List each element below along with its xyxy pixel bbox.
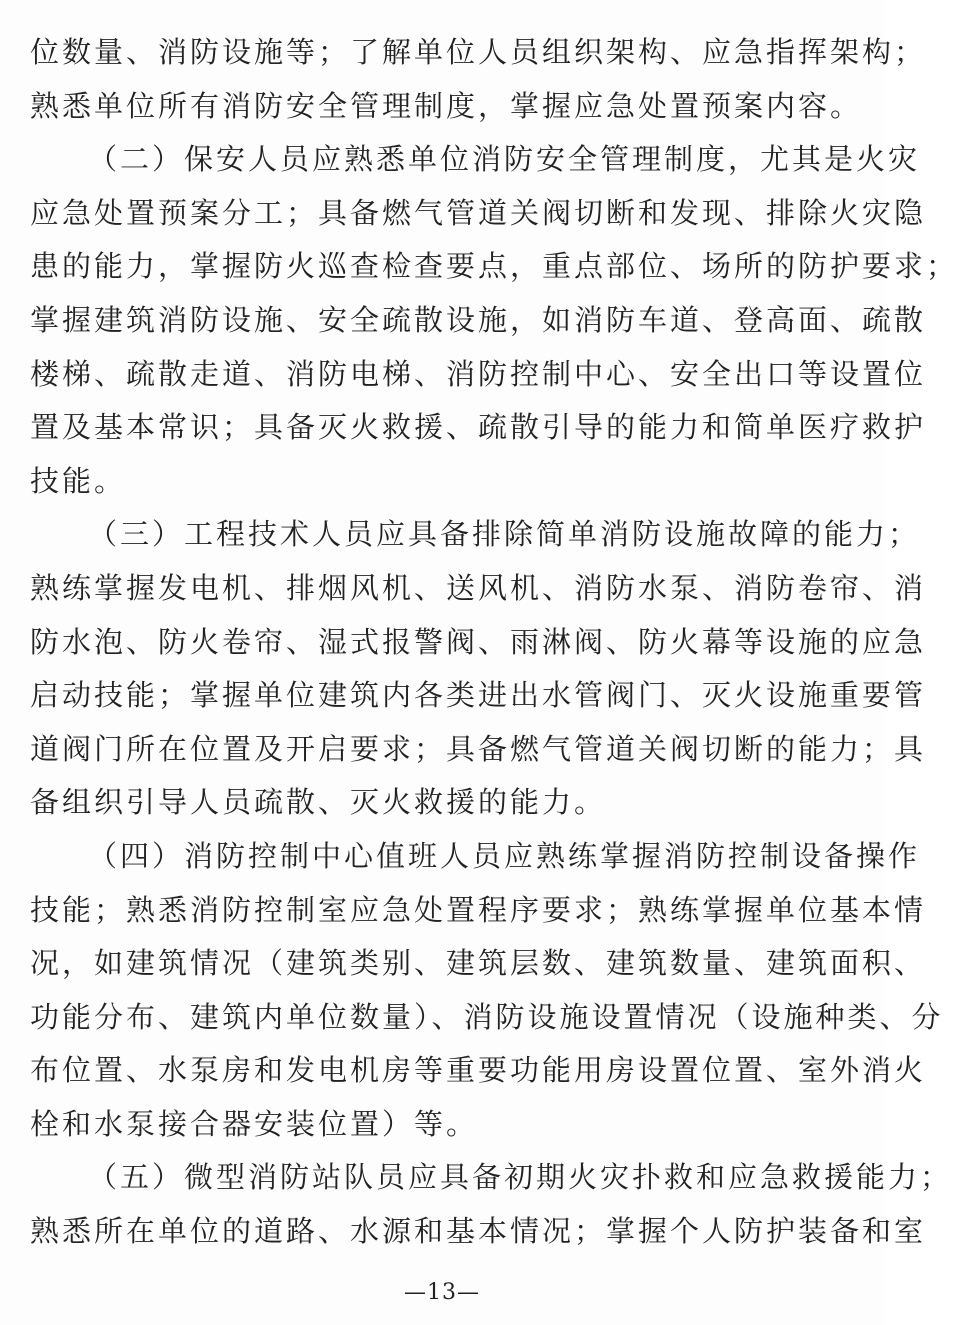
section-heading-line: （五）微型消防站队员应具备初期火灾扑救和应急救援能力；: [88, 1160, 953, 1195]
section-heading-line: （四）消防控制中心值班人员应熟练掌握消防控制设备操作: [88, 838, 921, 873]
text-line: 道阀门所在位置及开启要求；具备燃气管道关阀切断的能力；具: [30, 731, 927, 766]
text-line: 熟悉单位所有消防安全管理制度，掌握应急处置预案内容。: [30, 88, 863, 123]
text-line: 熟悉所在单位的道路、水源和基本情况；掌握个人防护装备和室: [30, 1214, 927, 1249]
text-line: 应急处置预案分工；具备燃气管道关阀切断和发现、排除火灾隐: [30, 195, 927, 230]
text-line: 患的能力，掌握防火巡查检查要点，重点部位、场所的防护要求；: [30, 249, 958, 284]
text-line: 熟练掌握发电机、排烟风机、送风机、消防水泵、消防卷帘、消: [30, 570, 927, 605]
text-line: 位数量、消防设施等；了解单位人员组织架构、应急指挥架构；: [30, 35, 927, 69]
text-line: 技能。: [30, 463, 127, 498]
text-line: 功能分布、建筑内单位数量）、消防设施设置情况（设施种类、分: [30, 999, 944, 1034]
section-heading-line: （三）工程技术人员应具备排除简单消防设施故障的能力；: [88, 517, 921, 552]
text-line: 楼梯、疏散走道、消防电梯、消防控制中心、安全出口等设置位: [30, 356, 927, 391]
text-line: 况，如建筑情况（建筑类别、建筑层数、建筑数量、建筑面积、: [30, 946, 927, 981]
text-line: 备组织引导人员疏散、灭火救援的能力。: [30, 785, 607, 820]
text-line: 布位置、水泵房和发电机房等重要功能用房设置位置、室外消火: [30, 1053, 927, 1088]
text-line: 置及基本常识；具备灭火救援、疏散引导的能力和简单医疗救护: [30, 410, 927, 445]
page-number: —13—: [404, 1280, 480, 1305]
text-line: 防水泡、防火卷帘、湿式报警阀、雨淋阀、防火幕等设施的应急: [30, 624, 927, 659]
text-line: 启动技能；掌握单位建筑内各类进出水管阀门、灭火设施重要管: [30, 678, 927, 713]
section-heading-line: （二）保安人员应熟悉单位消防安全管理制度，尤其是火灾: [88, 142, 921, 177]
text-line: 技能；熟悉消防控制室应急处置程序要求；熟练掌握单位基本情: [30, 892, 927, 927]
text-line: 掌握建筑消防设施、安全疏散设施，如消防车道、登高面、疏散: [30, 302, 927, 337]
body-text: [30, 26, 958, 1259]
text-line: 栓和水泵接合器安装位置）等。: [30, 1106, 479, 1141]
